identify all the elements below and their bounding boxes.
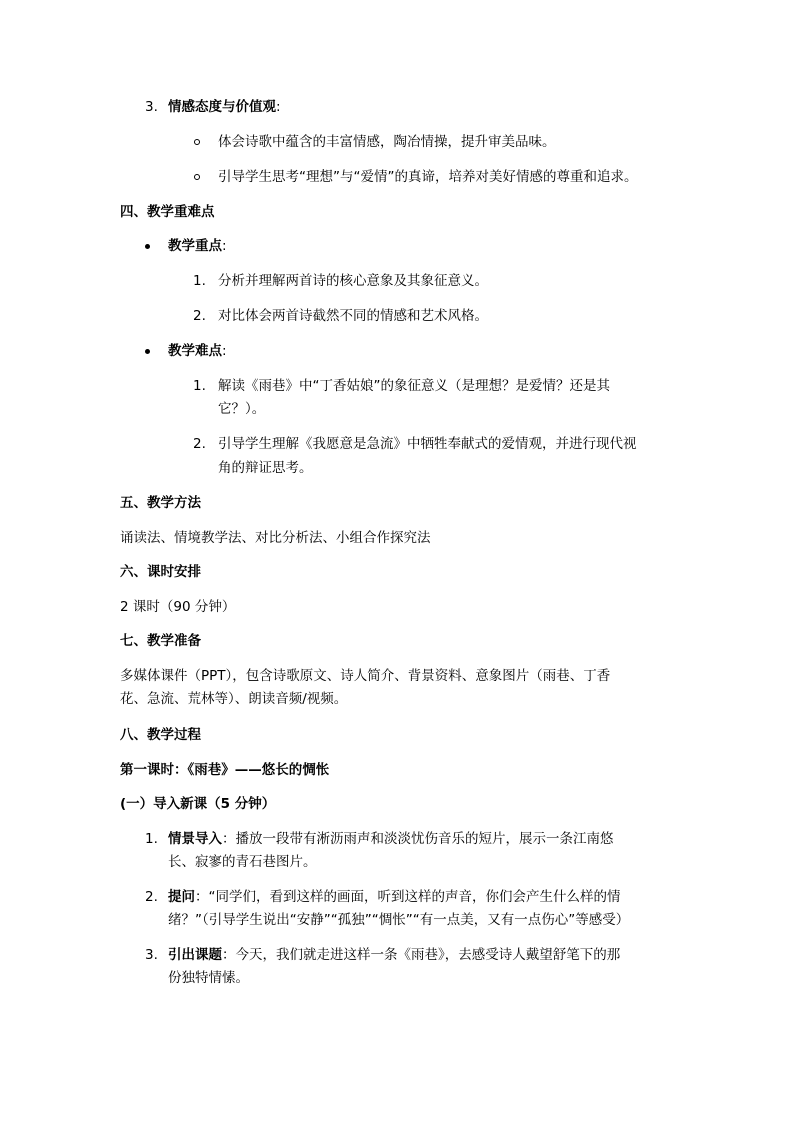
list-item-line: 绪？”（引导学生说出“安静”“孤独”“惆怅”“有一点美，又有一点伤心”等感受） <box>168 912 630 928</box>
paragraph: 2 课时（90 分钟） <box>120 599 236 615</box>
list-number: 2. <box>193 436 206 452</box>
list-item-line: 解读《雨巷》中“丁香姑娘”的象征意义（是理想？是爱情？还是其 <box>218 378 610 394</box>
bullet-icon <box>145 349 150 354</box>
list-item-line: 份独特情愫。 <box>168 970 249 986</box>
list-item-line <box>168 887 621 907</box>
colon: : <box>222 238 227 254</box>
subsection-label <box>168 236 227 256</box>
list-item-line <box>168 829 614 849</box>
lesson-title: 第一课时：《雨巷》——悠长的惆怅 <box>120 762 330 778</box>
list-item-line: 引导学生理解《我愿意是急流》中牺牲奉献式的爱情观，并进行现代视 <box>218 436 637 452</box>
section-heading: 四、教学重难点 <box>120 204 215 220</box>
circle-bullet-icon <box>194 139 200 145</box>
list-item: 引导学生思考“理想”与“爱情”的真谛，培养对美好情感的尊重和追求。 <box>218 169 638 185</box>
list-item: 分析并理解两首诗的核心意象及其象征意义。 <box>218 273 488 289</box>
list-number: 1. <box>145 831 158 847</box>
subsection-label <box>168 341 227 361</box>
list-number: 2. <box>193 308 206 324</box>
list-item: 对比体会两首诗截然不同的情感和艺术风格。 <box>218 308 488 324</box>
list-number: 1. <box>193 273 206 289</box>
list-number: 3. <box>145 99 158 115</box>
paragraph: 诵读法、情境教学法、对比分析法、小组合作探究法 <box>120 530 431 546</box>
list-number: 1. <box>193 378 206 394</box>
subsection-label-text: 教学难点 <box>168 343 222 359</box>
section-label-text: 情感态度与价值观 <box>168 99 276 115</box>
list-item-line <box>168 945 620 965</box>
list-item-line: 长、寂寥的青石巷图片。 <box>168 854 317 870</box>
section-heading: 六、课时安排 <box>120 564 201 580</box>
step-label: 引出课题 <box>168 947 222 963</box>
paragraph-line: 多媒体课件（PPT），包含诗歌原文、诗人简介、背景资料、意象图片（雨巷、丁香 <box>120 668 611 684</box>
circle-bullet-icon <box>194 174 200 180</box>
paragraph-line: 花、急流、荒林等）、朗读音频/视频。 <box>120 691 348 707</box>
colon: : <box>276 99 281 115</box>
section-heading: 七、教学准备 <box>120 633 201 649</box>
section-heading: 八、教学过程 <box>120 727 201 743</box>
list-item-line: 它？）。 <box>218 401 266 417</box>
section-heading: 五、教学方法 <box>120 495 201 511</box>
step-label: 提问 <box>168 889 195 905</box>
step-text: ：播放一段带有淅沥雨声和淡淡忧伤音乐的短片，展示一条江南悠 <box>222 831 614 847</box>
list-item-line: 角的辩证思考。 <box>218 460 313 476</box>
subsection-label-text: 教学重点 <box>168 238 222 254</box>
step-text: ：“同学们，看到这样的画面，听到这样的声音，你们会产生什么样的情 <box>195 889 621 905</box>
list-item: 体会诗歌中蕴含的丰富情感，陶冶情操，提升审美品味。 <box>218 134 556 150</box>
step-label: 情景导入 <box>168 831 222 847</box>
section-label <box>168 97 281 117</box>
colon: : <box>222 343 227 359</box>
bullet-icon <box>145 244 150 249</box>
list-number: 3. <box>145 947 158 963</box>
step-text: ：今天，我们就走进这样一条《雨巷》，去感受诗人戴望舒笔下的那 <box>222 947 621 963</box>
list-number: 2. <box>145 889 158 905</box>
part-title: (一）导入新课（5 分钟） <box>120 796 276 812</box>
